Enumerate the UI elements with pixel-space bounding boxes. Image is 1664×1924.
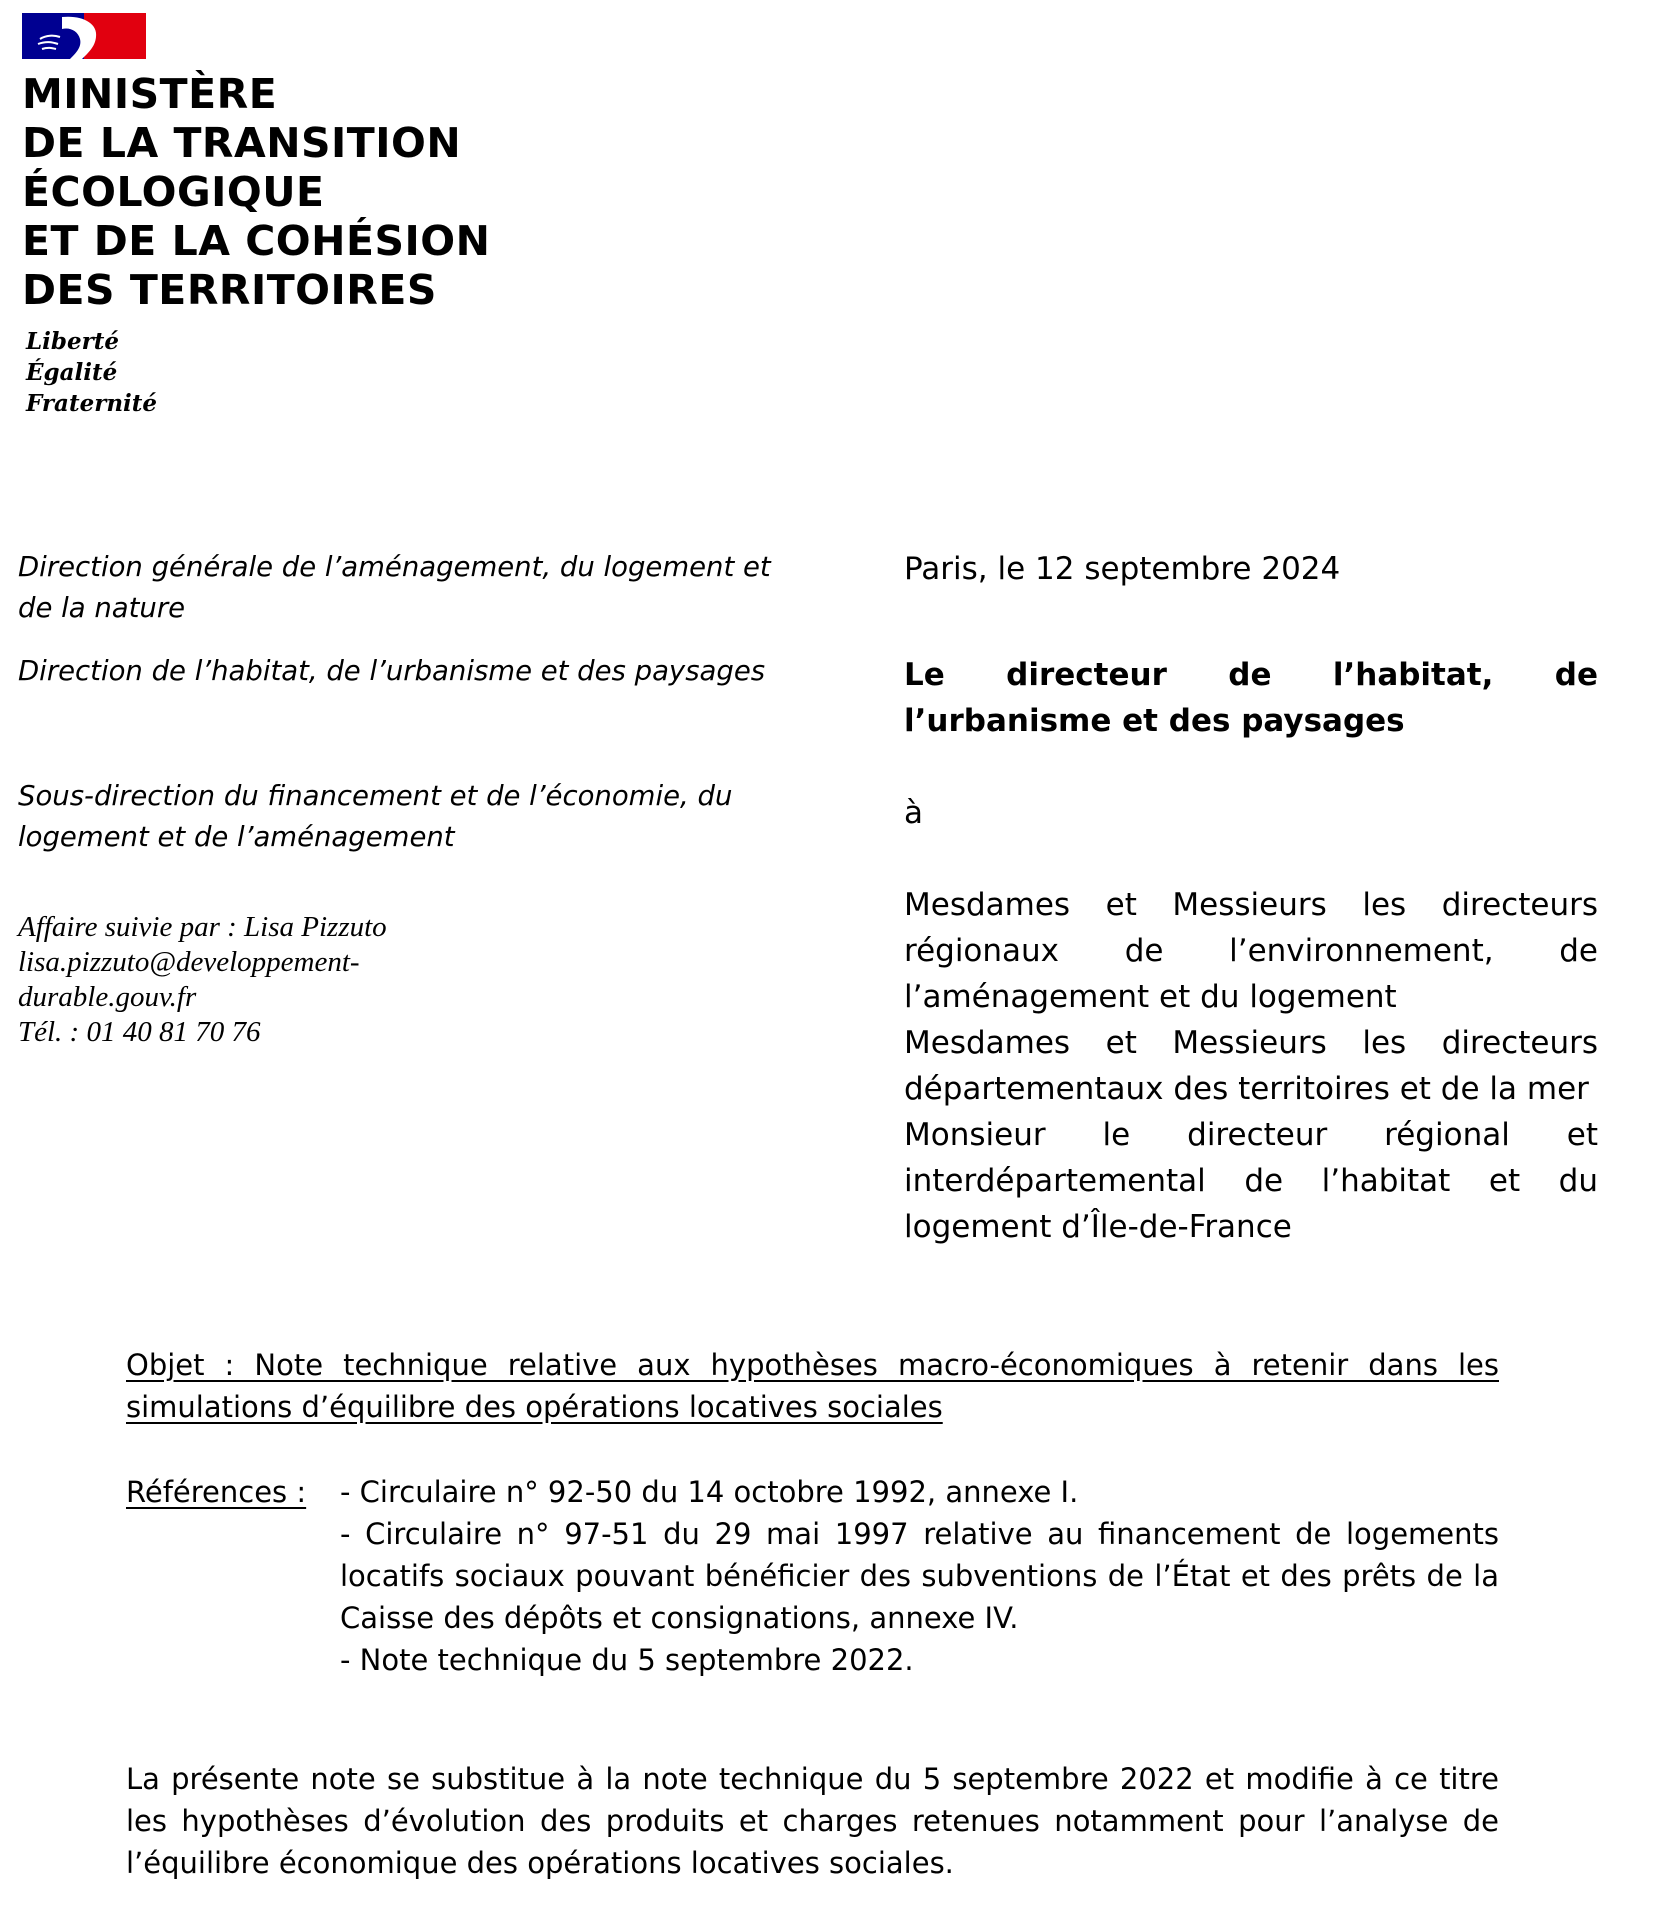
- references-list: [340, 1471, 1499, 1681]
- sender-subdirection: Sous-direction du financement et de l’économie, du logement et de l’aménagement: [18, 780, 733, 853]
- references: [126, 1471, 1499, 1681]
- ministry-line: ÉCOLOGIQUE: [22, 168, 325, 216]
- addressee-ddtm: Mesdames et Messieurs les directeurs départementaux des territoires et de la mer: [904, 1025, 1598, 1107]
- letter-date: Paris, le 12 septembre 2024: [904, 551, 1341, 587]
- letter-subject: Objet : Note technique relative aux hypothèses macro-économiques à retenir dans les simulations d’équilibre des opérations locatives sociales: [126, 1348, 1499, 1424]
- ministry-line: DE LA TRANSITION: [22, 119, 462, 167]
- republic-motto: [26, 326, 157, 419]
- contact-email: lisa.pizzuto@developpement-: [18, 946, 360, 978]
- reference-item: - Note technique du 5 septembre 2022.: [340, 1643, 914, 1677]
- references-label: Références :: [126, 1475, 307, 1509]
- reference-item: - Circulaire n° 92-50 du 14 octobre 1992, annexe I.: [340, 1475, 1079, 1509]
- ministry-line: DES TERRITOIRES: [22, 266, 437, 314]
- motto-fraternite: Fraternité: [26, 390, 158, 417]
- ministry-line: MINISTÈRE: [22, 70, 278, 118]
- contact-follow-up: Affaire suivie par : Lisa Pizzuto: [18, 911, 387, 943]
- sender-contact: [18, 910, 798, 1050]
- addressee-dreal: Mesdames et Messieurs les directeurs régionaux de l’environnement, de l’aménagement et du logement: [904, 887, 1598, 1015]
- to-word: à: [904, 795, 923, 831]
- ministry-name: [22, 70, 490, 315]
- sender-dgaln: Direction générale de l’aménagement, du logement et de la nature: [18, 551, 771, 624]
- letter-from: Le directeur de l’habitat, de l’urbanisme et des paysages: [904, 657, 1598, 739]
- motto-egalite: Égalité: [26, 359, 118, 386]
- ministry-line: ET DE LA COHÉSION: [22, 217, 491, 265]
- contact-phone: Tél. : 01 40 81 70 76: [18, 1016, 261, 1048]
- addressee-drihl: Monsieur le directeur régional et interdépartemental de l’habitat et du logement d’Île-de-France: [904, 1117, 1598, 1245]
- sender-dhup: Direction de l’habitat, de l’urbanisme et des paysages: [18, 655, 766, 687]
- motto-liberte: Liberté: [26, 328, 119, 355]
- addressees: [904, 882, 1598, 1250]
- body-paragraph: La présente note se substitue à la note technique du 5 septembre 2022 et modifie à ce titre les hypothèses d’évolution des produits et charges retenues notamment pour l’analyse de l’équilibre économique des opérations locatives sociales.: [126, 1762, 1499, 1880]
- contact-email: durable.gouv.fr: [18, 981, 197, 1013]
- reference-item: - Circulaire n° 97-51 du 29 mai 1997 relative au financement de logements locatifs sociaux pouvant bénéficier des subventions de l’État et des prêts de la Caisse des dépôts et consignations, annexe IV.: [340, 1517, 1499, 1635]
- marianne-logo: [22, 13, 146, 59]
